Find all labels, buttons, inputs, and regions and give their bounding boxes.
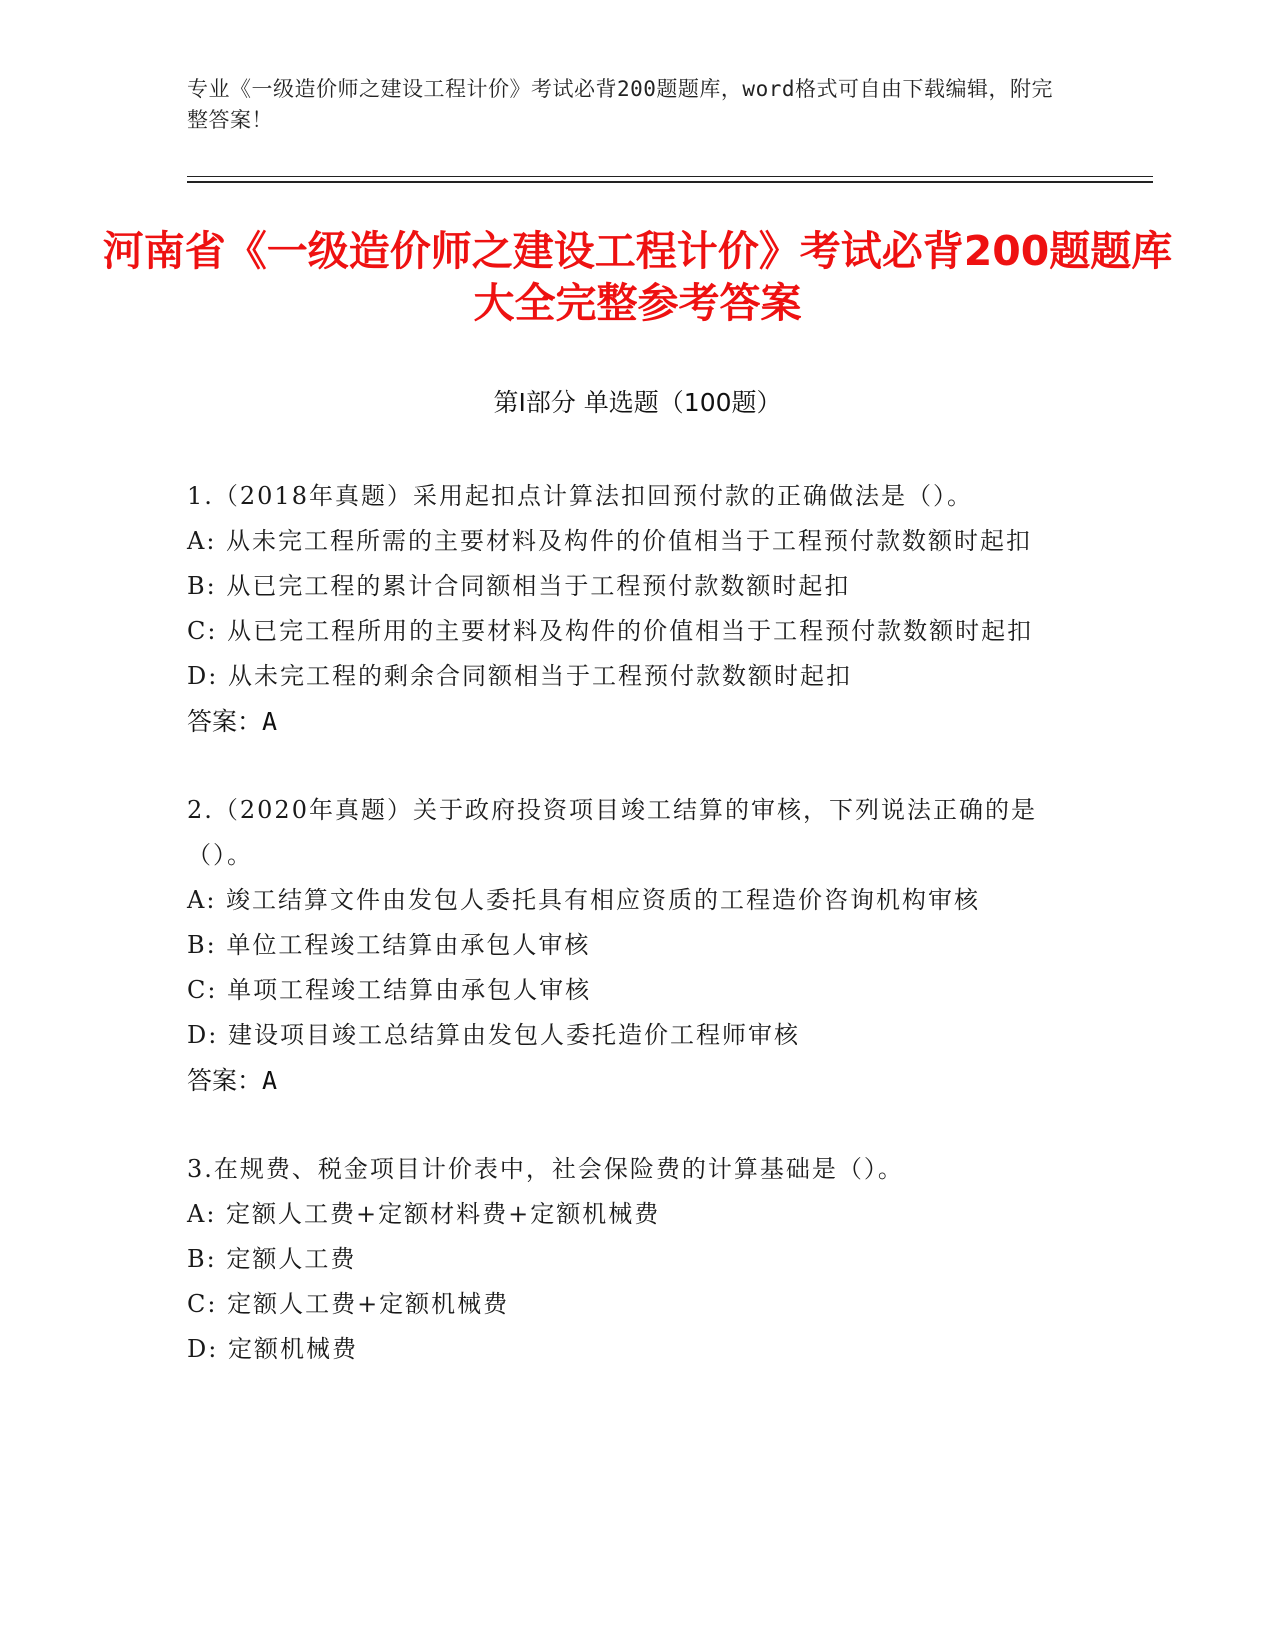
- option-d: D: 从未完工程的剩余合同额相当于工程预付款数额时起扣: [187, 662, 852, 690]
- option-c: C: 单项工程竣工结算由承包人审核: [187, 976, 592, 1004]
- answer-label: 答案：: [187, 707, 263, 736]
- header-divider: [187, 176, 1153, 177]
- answer-line: [187, 1058, 1067, 1103]
- question-1: [187, 474, 1067, 744]
- question-stem: 1.（2018年真题）采用起扣点计算法扣回预付款的正确做法是（）。: [187, 482, 973, 510]
- header-divider-thick: [187, 181, 1153, 183]
- option-a: A: 从未完工程所需的主要材料及构件的价值相当于工程预付款数额时起扣: [187, 527, 1033, 555]
- option-d: D: 建设项目竣工总结算由发包人委托造价工程师审核: [187, 1021, 800, 1049]
- answer-line: [187, 699, 1067, 744]
- option-a: A: 定额人工费+定额材料费+定额机械费: [187, 1200, 661, 1228]
- answer-value: A: [262, 1066, 278, 1095]
- question-2: [187, 788, 1067, 1103]
- question-stem: 3.在规费、税金项目计价表中，社会保险费的计算基础是（）。: [187, 1155, 904, 1183]
- option-c: C: 定额人工费+定额机械费: [187, 1290, 510, 1318]
- option-c: C: 从已完工程所用的主要材料及构件的价值相当于工程预付款数额时起扣: [187, 617, 1034, 645]
- answer-value: A: [262, 707, 278, 736]
- document-title: 河南省《一级造价师之建设工程计价》考试必背200题题库大全完整参考答案: [102, 227, 1173, 327]
- option-b: B: 单位工程竣工结算由承包人审核: [187, 931, 591, 959]
- option-b: B: 定额人工费: [187, 1245, 357, 1273]
- header-note: 专业《一级造价师之建设工程计价》考试必背200题题库，word格式可自由下载编辑，附完整答案！: [187, 77, 1053, 132]
- question-stem: 2.（2020年真题）关于政府投资项目竣工结算的审核，下列说法正确的是（）。: [187, 796, 1037, 869]
- option-d: D: 定额机械费: [187, 1335, 358, 1363]
- question-list: [187, 474, 1067, 1416]
- question-3: [187, 1147, 1067, 1372]
- option-b: B: 从已完工程的累计合同额相当于工程预付款数额时起扣: [187, 572, 851, 600]
- option-a: A: 竣工结算文件由发包人委托具有相应资质的工程造价咨询机构审核: [187, 886, 981, 914]
- answer-label: 答案：: [187, 1066, 263, 1095]
- section-heading: 第I部分 单选题（100题）: [493, 388, 782, 417]
